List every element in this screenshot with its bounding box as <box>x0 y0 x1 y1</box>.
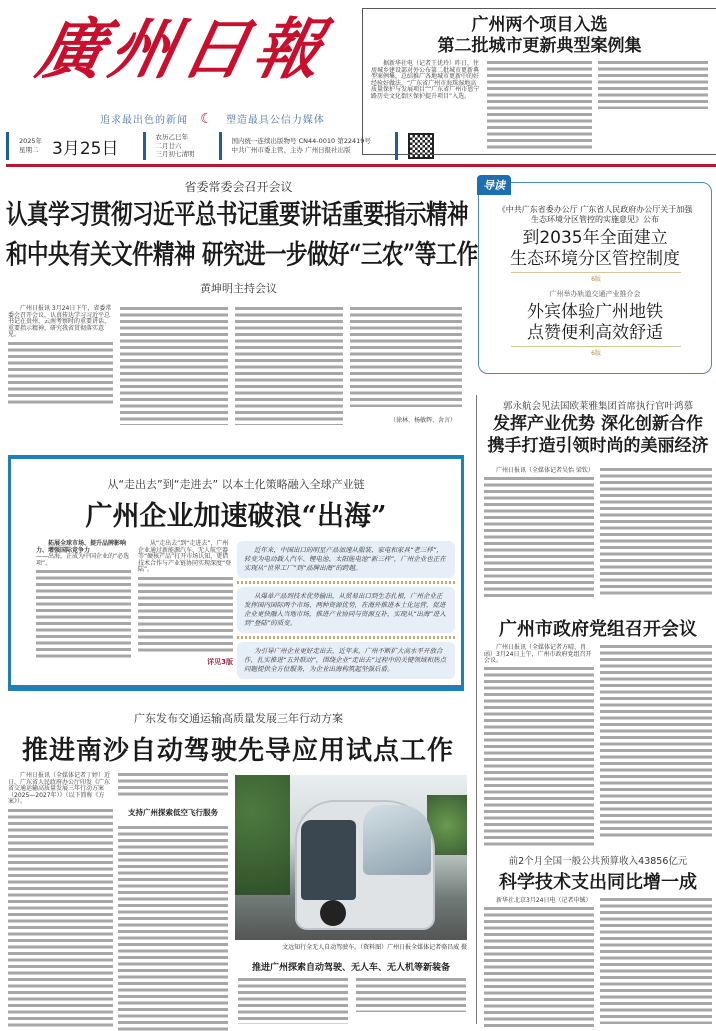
main-lead: 广州日报讯 3月24日下午，省委常委会召开会议，认真传达学习习近平总书记在贵州、云南考察时的重要讲话、重要指示精神，研究我省贯彻落实意见。 <box>8 305 112 338</box>
right-story-headline[interactable]: 科学技术支出同比增一成 <box>499 872 697 893</box>
right-story-kicker: 前2个月全国一般公共预算收入43856亿元 <box>508 856 688 867</box>
page-ref[interactable]: 6版 <box>511 272 681 283</box>
guide-box <box>478 179 712 374</box>
transport-section-head: 支持广州探索低空飞行服务 <box>128 808 218 817</box>
feature-lead: ——出海，正成为中国企业的“必选项”。 <box>36 553 130 567</box>
highlight-item: 为引导广州企业更好走出去，近年来，广州不断扩大高水平开放合作，扎实推进“五外联动”，围绕企业“走出去”过程中的关键领域和热点问题提供全方位服务，为企业出海构筑起坚强后盾。 <box>237 642 455 679</box>
feature-headline[interactable]: 广州企业加速破浪“出海” <box>85 501 387 532</box>
feature-kicker: 从“走出去”到“走进去” 以本土化策略融入全球产业链 <box>107 478 365 491</box>
right-story-lead: 广州日报讯（全媒体记者方晴、肖函）3月24日上午，广州市政府党组召开会议。 <box>484 644 592 664</box>
right-story-lead: 广州日报讯（全媒体记者吴怡 梁钦） <box>496 467 594 474</box>
slogan-left: 追求最出色的新闻 <box>100 115 188 126</box>
main-credit: （徐林、杨敏辉、舍言） <box>390 417 457 424</box>
page-ref[interactable]: 6版 <box>511 346 681 357</box>
column-divider <box>476 395 477 1024</box>
guide-item[interactable] <box>479 289 711 357</box>
right-story-headline[interactable]: 发挥产业优势 深化创新合作 携手打造引领时尚的美丽经济 <box>487 414 709 456</box>
top-story-box[interactable] <box>362 8 716 155</box>
top-story-lead: 据新华社电（记者王优玲）昨日，住房城乡建设部对外公布第二批城市更新典型案例集，总结推广各地城市更新中的好经验好做法，“广东省广州市海珠湿地高质量保护与发展项目”“广东省广州市恩宁路历史文化街区保护提升项目”入选。 <box>371 60 480 100</box>
masthead-logo: 廣州日報 <box>30 10 336 88</box>
feature-box <box>8 455 464 691</box>
publication-info: 国内统一连续出版物号 CN44-0010 第22419号 中共广州市委主管、主办 广州日报社出版 <box>231 137 371 154</box>
photo-caption: 文远知行全无人自动驾驶车。（资料图）广州日报全媒体记者骆昌威 摄 <box>282 944 467 951</box>
emblem-icon: ☾ <box>200 111 214 127</box>
highlight-item: 从爆单产品到技术优势输出，从贸易出口到生态扎根，广州企业正发挥国内国际两个市场、两种资源优势，在海外推进本土化运营，促进企业更快融入当地市场，推进产业协同与资源互补，实现从“出海”进入到“登陆”的质变。 <box>237 587 455 633</box>
guide-kicker: 《中共广东省委办公厅 广东省人民政府办公厅关于加强生态环境分区管控的实施意见》公布 <box>497 205 693 224</box>
main-subtitle: 黄坤明主持会议 <box>200 282 277 295</box>
slogan-right: 塑造最具公信力媒体 <box>225 115 325 126</box>
transport-headline[interactable]: 推进南沙自动驾驶先导应用试点工作 <box>21 736 454 766</box>
right-story-lead: 新华社北京3月24日电（记者申铖） <box>496 897 592 904</box>
main-kicker: 省委常委会召开会议 <box>184 180 293 194</box>
guide-kicker: 广州举办轨道交通产业推介会 <box>549 290 641 298</box>
guide-title: 到2035年全面建立 生态环境分区管控制度 <box>510 228 680 269</box>
transport-kicker: 广东发布交通运输高质量发展三年行动方案 <box>134 712 343 725</box>
right-story-kicker: 郭永航会见法国欧莱雅集团首席执行官叶鸿慕 <box>502 401 693 412</box>
feature-col2-lead: 从“走出去”到“走进去”，广州企业通过新能源汽车、无人航空器等“硬核产品”打开市场认知，更借技术合作与产业链协同实现深度“登陆”。 <box>138 540 232 573</box>
highlight-panel <box>237 541 455 679</box>
guide-title: 外宾体验广州地铁 点赞便利高效舒适 <box>527 302 663 343</box>
lunar-date: 农历乙巳年 二月廿六 三月初七清明 <box>155 133 195 159</box>
guide-badge: 导读 <box>477 175 511 195</box>
transport-lead: 广州日报讯（全媒体记者丁婷）近日，广东省人民政府办公厅印发《广东省交通运输高质量发展三年行动方案（2025—2027年）》（以下简称《方案》）。 <box>8 772 111 805</box>
issue-date: 3月25日 <box>52 138 119 159</box>
main-headline[interactable]: 认真学习贯彻习近平总书记重要讲话重要指示精神 和中央有关文件精神 研究进一步做好“三农”等工作 <box>6 199 478 271</box>
top-story-title: 广州两个项目入选 第二批城市更新典型案例集 <box>437 15 642 56</box>
guide-item[interactable] <box>479 205 711 283</box>
masthead-slogan <box>100 111 325 127</box>
year-weekday: 2025年 星期二 <box>19 137 43 154</box>
highlight-item: 近年来，中国出口的明星产品加速从服装、家电和家具“老三样”，转变为电动载人汽车、锂电池、太阳能电池“新三样”，广州企业也正在实现从“世界工厂”到“品牌出海”的跨越。 <box>237 541 455 578</box>
autonomous-bus-photo <box>235 775 467 940</box>
transport-subhead: 推进广州探索自动驾驶、无人车、无人机等新装备 <box>251 963 450 973</box>
masthead-divider <box>6 164 716 167</box>
feature-section-head: 拓展全球市场、提升品牌影响力、增强国际竞争力 <box>36 540 127 554</box>
right-story-headline[interactable]: 广州市政府党组召开会议 <box>499 619 697 640</box>
see-more-link[interactable]: 详见3版 <box>207 657 233 666</box>
